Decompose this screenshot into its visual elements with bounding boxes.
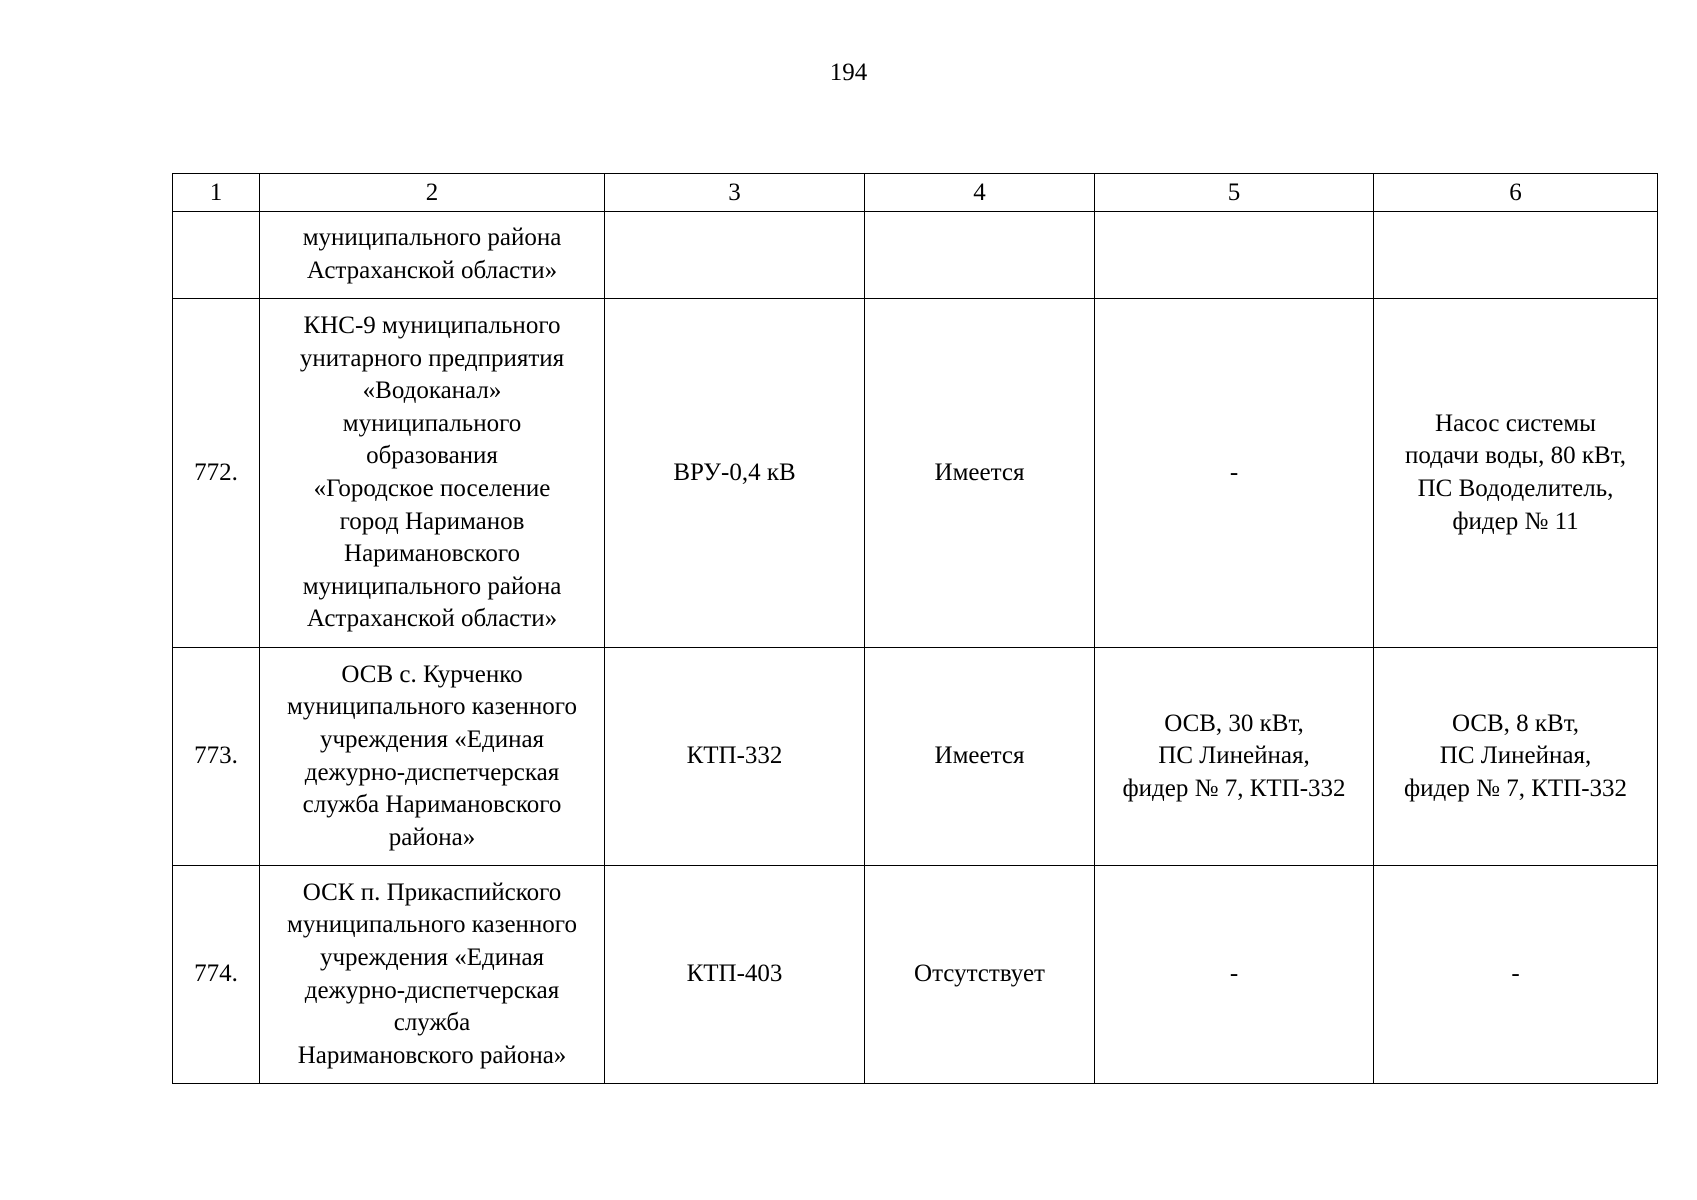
object-name-cell: КНС-9 муниципального унитарного предприятия «Водоканал» муниципального образования «Городское поселение город Нариманов Наримановского муниципального района Астраханской области» [260, 299, 605, 648]
table-row [173, 212, 1658, 299]
column6-cell [1374, 212, 1658, 299]
column-header: 1 [173, 174, 260, 212]
equipment-cell: КТП-403 [605, 866, 865, 1084]
status-cell: Имеется [865, 648, 1095, 866]
status-cell: Отсутствует [865, 866, 1095, 1084]
column6-cell: - [1374, 866, 1658, 1084]
table-header-row [173, 174, 1658, 212]
object-name-cell: муниципального района Астраханской области» [260, 212, 605, 299]
row-number-cell: 773. [173, 648, 260, 866]
column-header: 4 [865, 174, 1095, 212]
column-header: 5 [1095, 174, 1374, 212]
column-header: 3 [605, 174, 865, 212]
table-row [173, 648, 1658, 866]
equipment-cell [605, 212, 865, 299]
row-number-cell: 772. [173, 299, 260, 648]
object-name-cell: ОСК п. Прикаспийского муниципального казенного учреждения «Единая дежурно-диспетчерская служба Наримановского района» [260, 866, 605, 1084]
column5-cell [1095, 212, 1374, 299]
column6-cell: Насос системы подачи воды, 80 кВт, ПС Вододелитель, фидер № 11 [1374, 299, 1658, 648]
equipment-cell: ВРУ-0,4 кВ [605, 299, 865, 648]
column-header: 2 [260, 174, 605, 212]
column6-cell: ОСВ, 8 кВт, ПС Линейная, фидер № 7, КТП-332 [1374, 648, 1658, 866]
data-table [172, 173, 1658, 1084]
column5-cell: - [1095, 866, 1374, 1084]
table-row [173, 299, 1658, 648]
row-number-cell [173, 212, 260, 299]
column5-cell: ОСВ, 30 кВт, ПС Линейная, фидер № 7, КТП-332 [1095, 648, 1374, 866]
status-cell [865, 212, 1095, 299]
equipment-cell: КТП-332 [605, 648, 865, 866]
status-cell: Имеется [865, 299, 1095, 648]
column5-cell: - [1095, 299, 1374, 648]
row-number-cell: 774. [173, 866, 260, 1084]
page-number: 194 [829, 59, 868, 86]
column-header: 6 [1374, 174, 1658, 212]
table-row [173, 866, 1658, 1084]
object-name-cell: ОСВ с. Курченко муниципального казенного учреждения «Единая дежурно-диспетчерская служба Наримановского района» [260, 648, 605, 866]
